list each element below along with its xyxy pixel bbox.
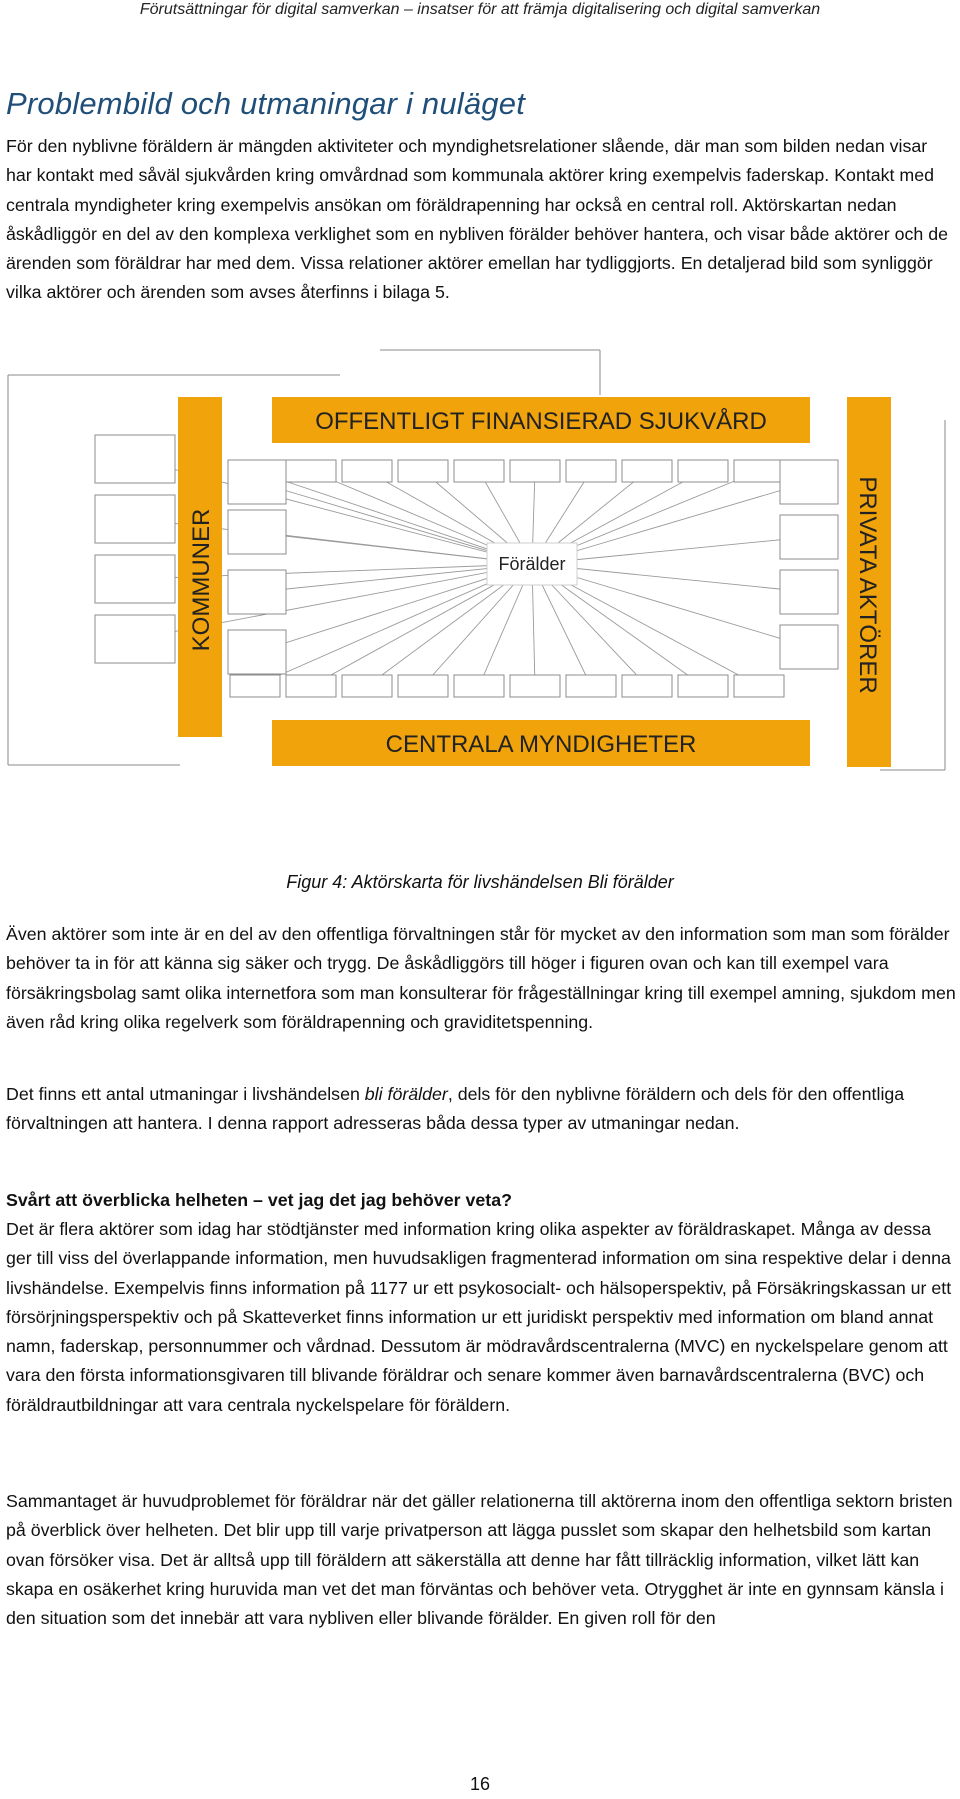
actor-box [342,460,392,482]
actor-box [454,675,504,697]
actor-box [230,675,280,697]
actor-box [678,675,728,697]
actor-box [228,460,286,504]
actor-box [95,435,175,483]
actor-box [622,675,672,697]
actor-box [228,510,286,554]
top-category-label: OFFENTLIGT FINANSIERAD SJUKVÅRD [315,408,767,435]
actor-box [780,570,838,614]
actor-box [228,570,286,614]
p2-emphasis: bli förälder [364,1084,448,1104]
section-title: Problembild och utmaningar i nuläget [6,86,526,121]
actor-box [95,555,175,603]
actor-box [678,460,728,482]
actor-box [622,460,672,482]
p2-text-start: Det finns ett antal utmaningar i livshändelsen [6,1084,365,1104]
center-node-label: Förälder [498,554,566,574]
body-paragraph-4: Sammantaget är huvudproblemet för föräldrar när det gäller relationerna till aktörerna inom den offentliga sektorn bristen på överblick över helheten. Det blir upp till varje privatperson att lägga pusslet som skapar den helhetsbild som kartan ovan försöker visa. Det är alltså upp till föräldern att säkerställa att denne har fått tillräcklig information, vilket lätt kan skapa en osäkerhet kring huruvida man vet det man förväntas och behöver veta. Otrygghet är inte en gynnsam känsla i den situation som det innebär att vara nybliven eller blivande förälder. En given roll för den [6,1491,953,1629]
body-paragraph-3: Det är flera aktörer som idag har stödtjänster med information kring olika aspekter av föräldraskapet. Många av dessa ger till viss del överlappande information, men huvudsakligen fragmenterad information om sina respektive delar i denna livshändelse. Exempelvis finns information på 1177 ur ett psykosocialt- och hälsoperspektiv, på Försäkringskassan ur ett försörjningsperspektiv och på Skatteverket finns information ur ett juridiskt perspektiv med information om bland annat namn, faderskap, personnummer och vårdnad. Dessutom är mödravårdscentralerna (MVC) en nyckelspelare genom att vara den första informationsgivaren till blivande föräldrar och senare kommer även barnavårdscentralerna (BVC) och föräldrautbildningar att vara centrala nyckelspelare för föräldern. [6,1219,952,1415]
actor-box [780,515,838,559]
p2-text-end: , dels för den nyblivne föräldern och dels för den offentliga förvaltningen att hantera. I denna rapport adresseras båda dessa typer av utmaningar nedan. [6,1084,905,1134]
subheading: Svårt att överblicka helheten – vet jag det jag behöver veta? [6,1190,512,1210]
actor-box [734,460,784,482]
left-category-label: KOMMUNER [188,508,215,652]
running-header: Förutsättningar för digital samverkan – insatser för att främja digitalisering och digital samverkan [139,1,821,18]
actor-box [95,495,175,543]
actor-box [342,675,392,697]
actor-box [780,460,838,504]
actor-box [510,460,560,482]
actor-box [454,460,504,482]
intro-paragraph: För den nyblivne föräldern är mängden aktiviteter och myndighetsrelationer slående, där man som bilden nedan visar har kontakt med såväl sjukvården kring omvårdnad som kommunala aktörer kring exempelvis faderskap. Kontakt med centrala myndigheter kring exempelvis ansökan om föräldrapenning har också en central roll. Aktörskartan nedan åskådliggör en del av den komplexa verklighet som en nybliven förälder behöver hantera, och visar både aktörer och de ärenden som föräldrar har med dem. Vissa relationer aktörer emellan har tydliggjorts. En detaljerad bild som synliggör vilka aktörer och ärenden som avses återfinns i bilaga 5. [6,136,948,303]
actor-box [286,460,336,482]
actor-box [510,675,560,697]
actor-box [734,675,784,697]
actor-box [286,675,336,697]
body-paragraph-2 [6,1080,956,1139]
figure-caption: Figur 4: Aktörskarta för livshändelsen Bli förälder [286,872,674,892]
right-category-label: PRIVATA AKTÖRER [854,476,881,694]
actor-box [780,625,838,669]
page-number: 16 [469,1774,491,1794]
actor-box [398,460,448,482]
body-paragraph-1: Även aktörer som inte är en del av den offentliga förvaltningen står för mycket av den information som man som förälder behöver ta in för att känna sig säker och trygg. De åskådliggörs till höger i figuren ovan och kan till exempel vara försäkringsbolag samt olika internetfora som man konsulterar för frågeställningar kring till exempel amning, sjukdom men även råd kring olika regelverk som föräldrapenning och graviditetspenning. [6,924,956,1032]
actor-box [566,675,616,697]
actor-box [566,460,616,482]
actor-box [228,630,286,674]
actor-map-figure [0,340,960,830]
actor-box [95,615,175,663]
bottom-category-label: CENTRALA MYNDIGHETER [385,731,697,758]
actor-box [398,675,448,697]
